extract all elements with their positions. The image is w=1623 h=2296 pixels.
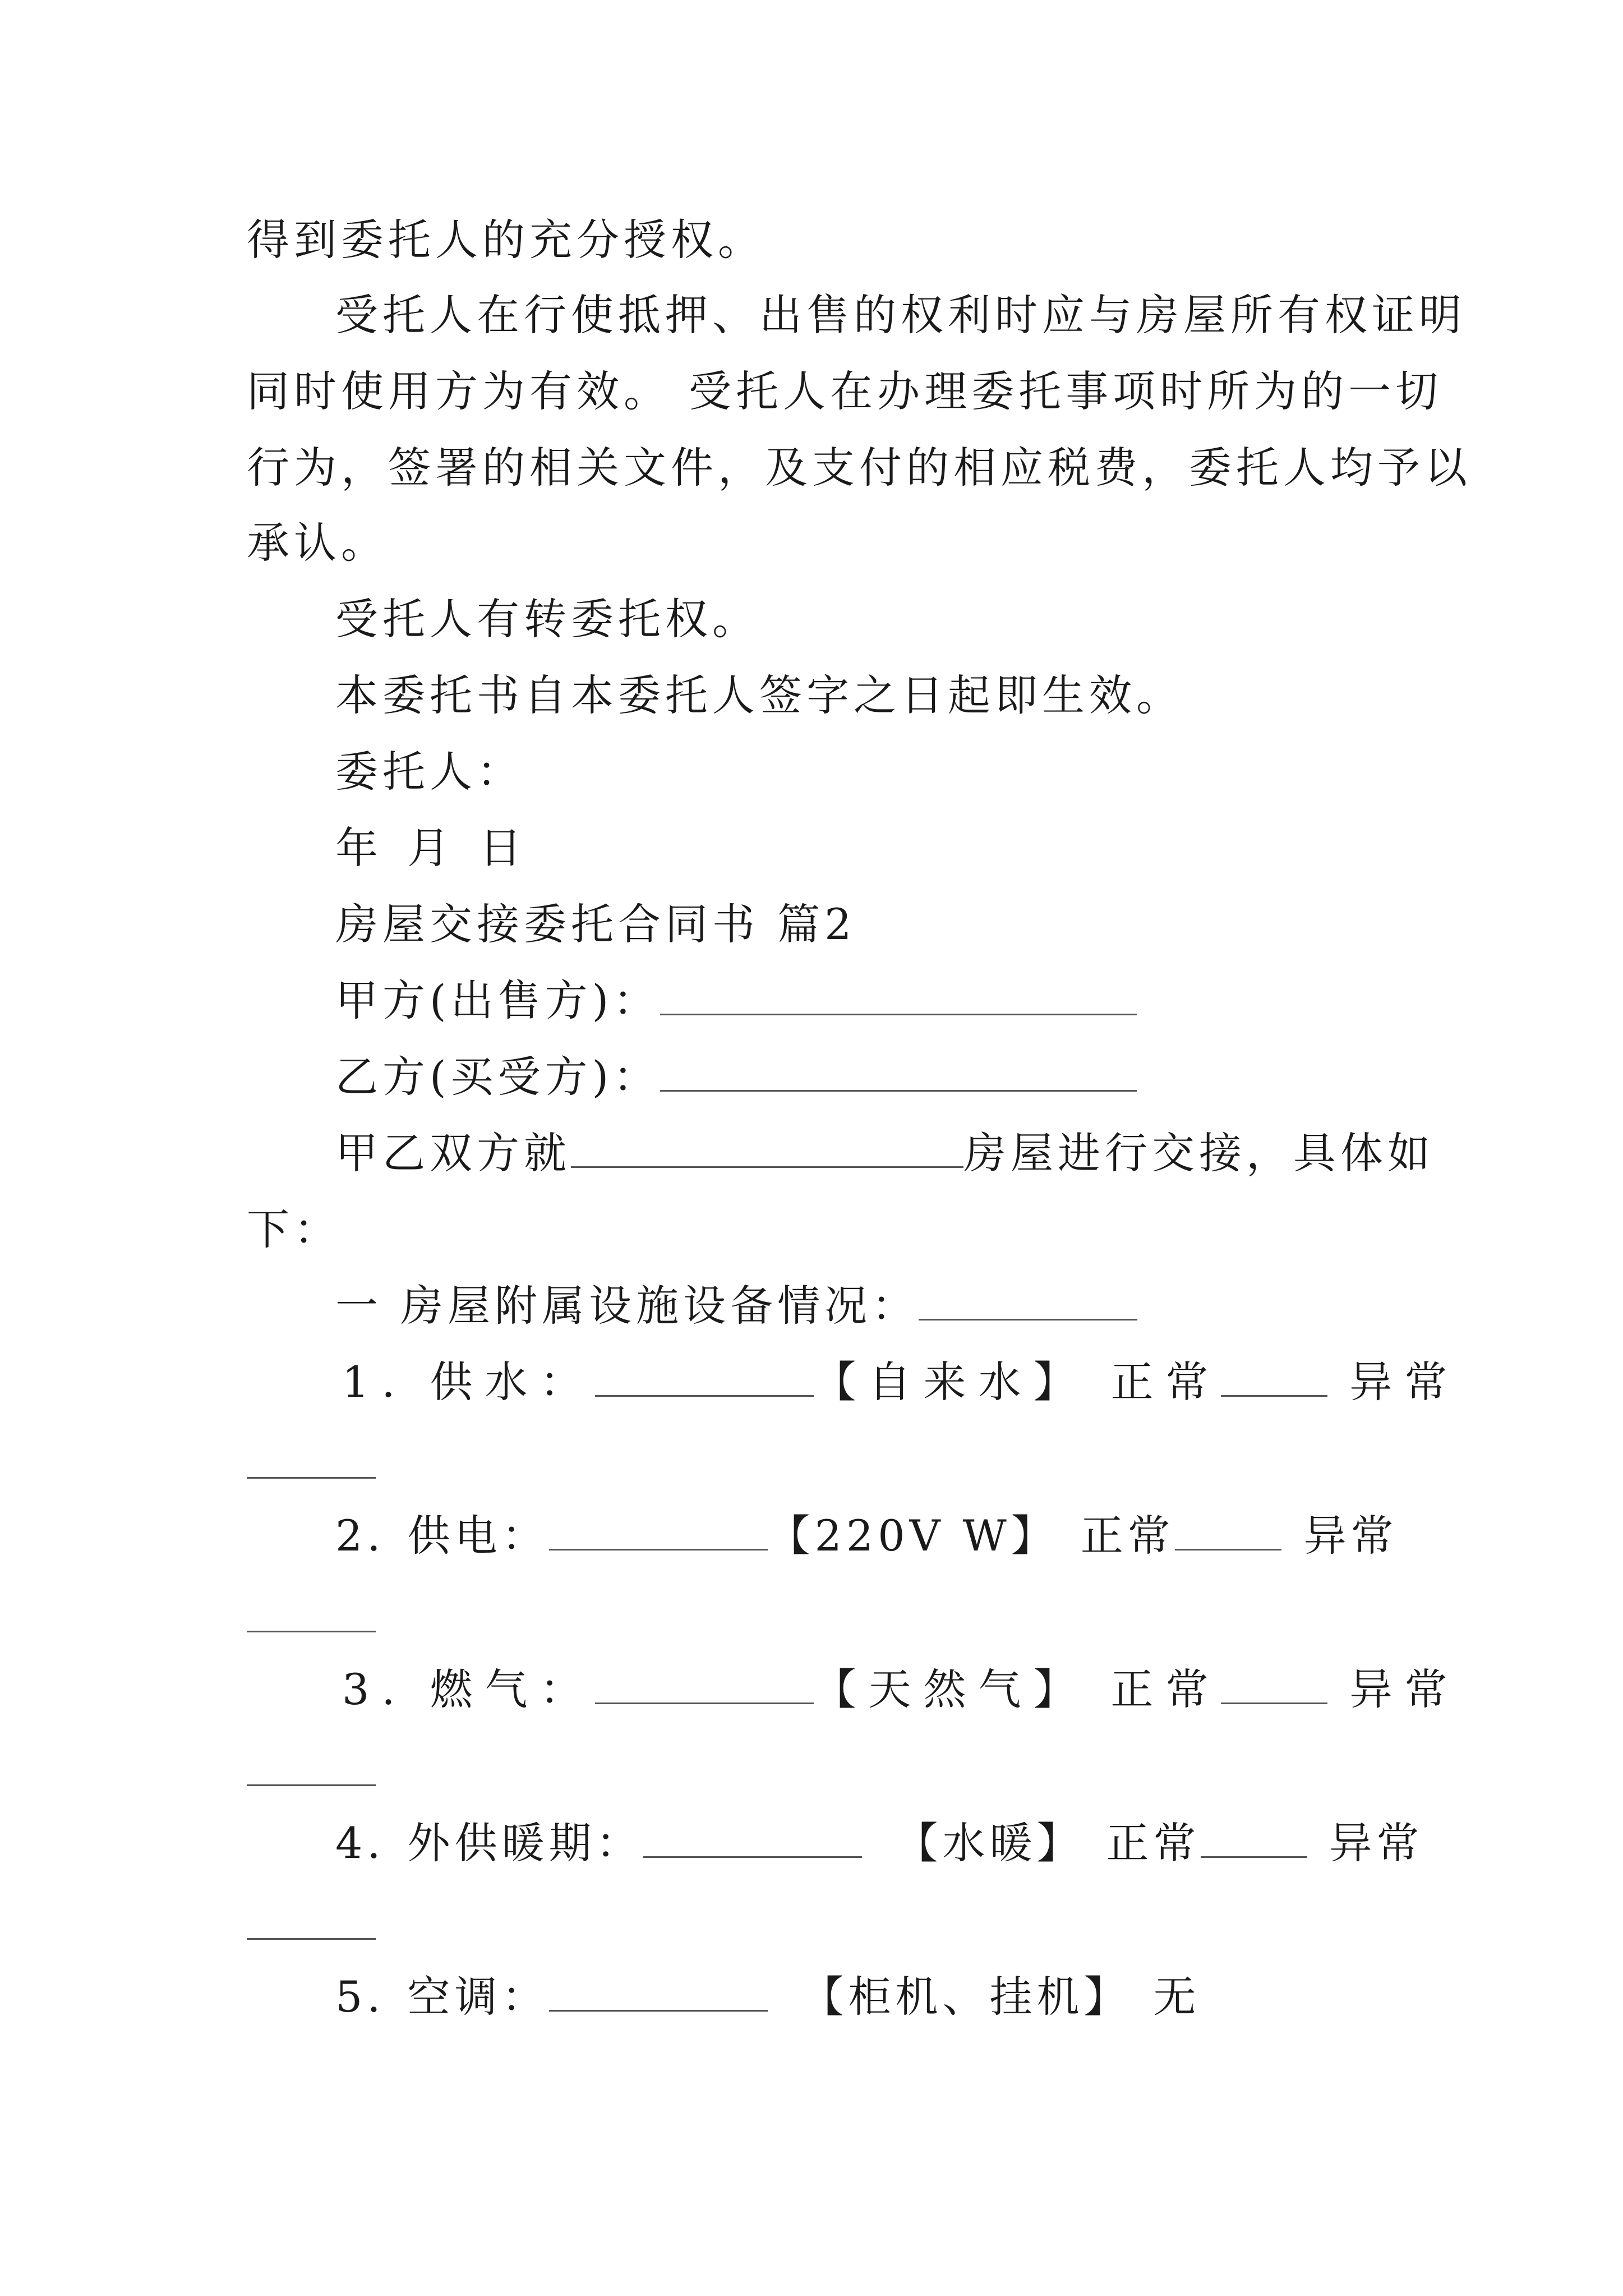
item-number: 3. [342, 1664, 408, 1714]
status-abnormal-label: 异常 [1303, 1511, 1398, 1561]
status-normal-label: 正常 [1110, 1664, 1221, 1714]
item-power-abnormal-row [247, 1590, 376, 1646]
item-aircon-row [335, 1969, 1201, 2025]
item-water-blank[interactable] [595, 1359, 814, 1397]
party-a-label: 甲方(出售方)： [335, 976, 661, 1025]
item-number: 5. [335, 1972, 385, 2022]
status-abnormal-blank[interactable] [247, 1902, 376, 1940]
item-heating-abnormal-row [247, 1897, 376, 1953]
item-power-row [335, 1508, 1398, 1564]
label-principal: 委托人： [335, 747, 524, 797]
item-heating-row [335, 1815, 1424, 1871]
status-abnormal-blank[interactable] [247, 1749, 376, 1786]
status-abnormal-blank[interactable] [247, 1441, 376, 1479]
handover-intro-end: 房屋进行交接，具体如 [963, 1128, 1435, 1178]
property-address-blank[interactable] [571, 1130, 963, 1168]
status-normal-label: 正常 [1110, 1357, 1221, 1407]
item-number: 1. [342, 1357, 408, 1407]
item-name: 空调： [407, 1972, 549, 2022]
item-heating-blank[interactable] [643, 1820, 862, 1858]
section-heading-part2: 房屋交接委托合同书 篇2 [335, 899, 856, 949]
paragraph-mortgage-line2: 同时使用方为有效。 受托人在办理委托事项时所为的一切 [247, 366, 1443, 416]
paragraph-authorization-end: 得到委托人的充分授权。 [247, 215, 765, 265]
item-gas-blank[interactable] [595, 1667, 814, 1704]
paragraph-effective-date: 本委托书自本委托人签字之日起即生效。 [335, 670, 1183, 720]
item-name: 燃气： [430, 1664, 595, 1714]
status-abnormal-label: 异常 [1349, 1357, 1460, 1407]
item-water-row [342, 1354, 1460, 1410]
section1-heading: 一 房屋附属设施设备情况： [335, 1281, 919, 1331]
item-type: 【自来水】 [813, 1357, 1089, 1407]
handover-intro-continued: 下： [247, 1204, 341, 1254]
item-type: 【水暖】 [895, 1818, 1084, 1868]
item-name: 外供暖期： [407, 1818, 643, 1868]
handover-intro-start: 甲乙双方就 [335, 1128, 571, 1178]
item-number: 2. [335, 1511, 385, 1561]
paragraph-mortgage-line1: 受托人在行使抵押、出售的权利时应与房屋所有权证明 [335, 290, 1466, 340]
section1-row [335, 1278, 1137, 1334]
handover-intro-row [335, 1125, 1435, 1181]
status-abnormal-blank[interactable] [247, 1595, 376, 1632]
party-a-blank[interactable] [660, 978, 1137, 1015]
item-water-abnormal-row [247, 1436, 376, 1492]
status-abnormal-label: 异常 [1329, 1818, 1424, 1868]
status-normal-blank[interactable] [1201, 1820, 1307, 1858]
paragraph-mortgage-line4: 承认。 [247, 518, 388, 568]
item-type: 【天然气】 [813, 1664, 1089, 1714]
date-line: 年 月 日 [335, 823, 530, 873]
status-normal-blank[interactable] [1175, 1513, 1281, 1550]
status-normal-label: 正常 [1080, 1511, 1175, 1561]
item-type: 【柜机、挂机】 [801, 1972, 1131, 2022]
paragraph-mortgage-line3: 行为，签署的相关文件，及支付的相应税费，委托人均予以 [247, 443, 1472, 493]
item-name: 供水： [430, 1357, 595, 1407]
status-normal-label: 正常 [1106, 1818, 1201, 1868]
party-b-blank[interactable] [660, 1054, 1137, 1092]
party-b-label: 乙方(买受方)： [335, 1052, 661, 1102]
item-aircon-blank[interactable] [549, 1974, 768, 2012]
section1-blank[interactable] [919, 1283, 1137, 1320]
item-number: 4. [335, 1818, 385, 1868]
status-normal-blank[interactable] [1221, 1359, 1327, 1397]
status-normal-blank[interactable] [1221, 1667, 1327, 1704]
item-gas-abnormal-row [247, 1743, 376, 1800]
paragraph-sub-delegation: 受托人有转委托权。 [335, 594, 759, 644]
item-gas-row [342, 1662, 1460, 1718]
party-a-row [335, 973, 1137, 1029]
item-type: 【220V W】 [767, 1511, 1058, 1561]
status-abnormal-label: 异常 [1349, 1664, 1460, 1714]
item-extra: 无 [1153, 1972, 1201, 2022]
item-power-blank[interactable] [549, 1513, 768, 1550]
party-b-row [335, 1049, 1137, 1105]
item-name: 供电： [407, 1511, 549, 1561]
